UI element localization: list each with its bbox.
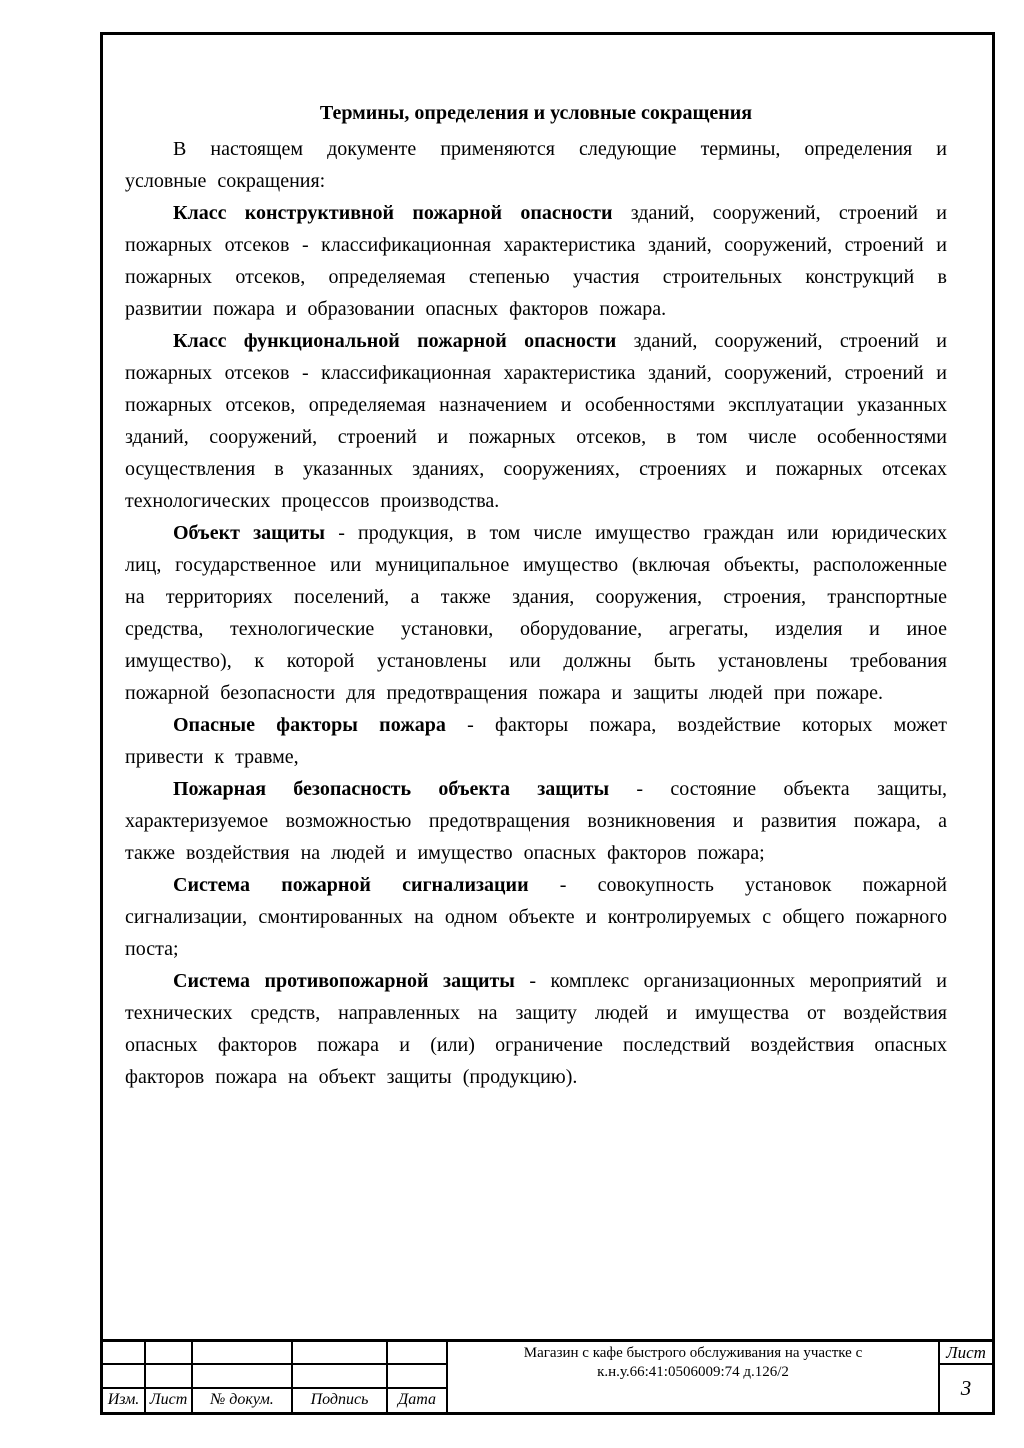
revision-cell-empty: [103, 1342, 146, 1365]
sheet-label: Лист: [940, 1342, 992, 1365]
paragraph-text: - продукция, в том числе имущество граждан или юридических лиц, государственное или муниципальное имущество (включая объекты, расположенные на территориях поселений, а также здания, сооружения, строения, транспортные средства, технологические установки, оборудование, агрегаты, изделия и иное имущество), к которой установлены или должны быть установлены требования пожарной безопасности для предотвращения пожара и защиты людей при пожаре.: [125, 522, 947, 704]
paragraph-fire-protection-system: [125, 965, 947, 1093]
paragraph-term: Система противопожарной защиты: [173, 970, 515, 992]
revision-cell-empty: [146, 1365, 193, 1388]
paragraph-protection-object: [125, 517, 947, 709]
paragraph-text: - комплекс организационных мероприятий и технических средств, направленных на защиту людей и имущества от воздействия опасных факторов пожара и (или) ограничение последствий воздействия опасных факторов пожара на объект защиты (продукцию).: [125, 970, 947, 1088]
paragraph-term: Опасные факторы пожара: [173, 714, 446, 736]
paragraph-constructive-class: [125, 197, 947, 325]
paragraph-term: Класс конструктивной пожарной опасности: [173, 202, 613, 224]
revision-table: [103, 1342, 448, 1412]
sheet-number: 3: [960, 1376, 972, 1400]
paragraph-fire-alarm-system: [125, 869, 947, 965]
list-label: Лист: [146, 1389, 193, 1412]
revision-cell-empty: [388, 1365, 448, 1388]
paragraph-intro: [125, 133, 947, 197]
revision-cell-empty: [193, 1365, 293, 1388]
paragraph-text: - совокупность установок пожарной сигнализации, смонтированных на одном объекте и контролируемых с общего пожарного поста;: [125, 874, 947, 960]
izm-label: Изм.: [103, 1389, 146, 1412]
revision-cell-empty: [193, 1342, 293, 1365]
paragraph-term: Система пожарной сигнализации: [173, 874, 529, 896]
page-frame: [100, 32, 995, 1415]
document-name: Магазин с кафе быстрого обслуживания на участке с к.н.у.66:41:0506009:74 д.126/2: [448, 1342, 940, 1412]
paragraph-term: Объект защиты: [173, 522, 326, 544]
signature-label: Подпись: [293, 1389, 388, 1412]
paragraph-text: зданий, сооружений, строений и пожарных отсеков - классификационная характеристика зданий, сооружений, строений и пожарных отсеков, определяемая назначением и особенностями эксплуатации указанных зданий, сооружений, строений и пожарных отсеков, в том числе особенностями осуществления в указанных зданиях, сооружениях, строениях и пожарных отсеках технологических процессов производства.: [125, 330, 947, 512]
document-title: Термины, определения и условные сокращения: [319, 102, 753, 124]
paragraph-fire-hazards: [125, 709, 947, 773]
paragraph-text: зданий, сооружений, строений и пожарных отсеков - классификационная характеристика зданий, сооружений, строений и пожарных отсеков, определяемая степенью участия строительных конструкций в развитии пожара и образовании опасных факторов пожара.: [125, 202, 947, 320]
sheet-cell: [940, 1342, 992, 1412]
revision-cell-empty: [293, 1342, 388, 1365]
paragraph-term: Пожарная безопасность объекта защиты: [173, 778, 610, 800]
paragraph-text: В настоящем документе применяются следующие термины, определения и условные сокращения:: [125, 138, 947, 192]
document-content: [125, 97, 947, 1093]
paragraph-text: - состояние объекта защиты, характеризуемое возможностью предотвращения возникновения и развития пожара, а также воздействия на людей и имущество опасных факторов пожара;: [125, 778, 948, 864]
revision-cell-empty: [293, 1365, 388, 1388]
revision-cell-empty: [388, 1342, 448, 1365]
revision-cell-empty: [146, 1342, 193, 1365]
revision-cell-empty: [103, 1365, 146, 1388]
date-label: Дата: [388, 1389, 448, 1412]
title-block: [103, 1339, 992, 1412]
paragraph-functional-class: [125, 325, 947, 517]
paragraph-term: Класс функциональной пожарной опасности: [173, 330, 617, 352]
paragraph-fire-safety: [125, 773, 947, 869]
paragraph-text: - факторы пожара, воздействие которых может привести к травме,: [125, 714, 947, 768]
doc-number-label: № докум.: [193, 1389, 293, 1412]
